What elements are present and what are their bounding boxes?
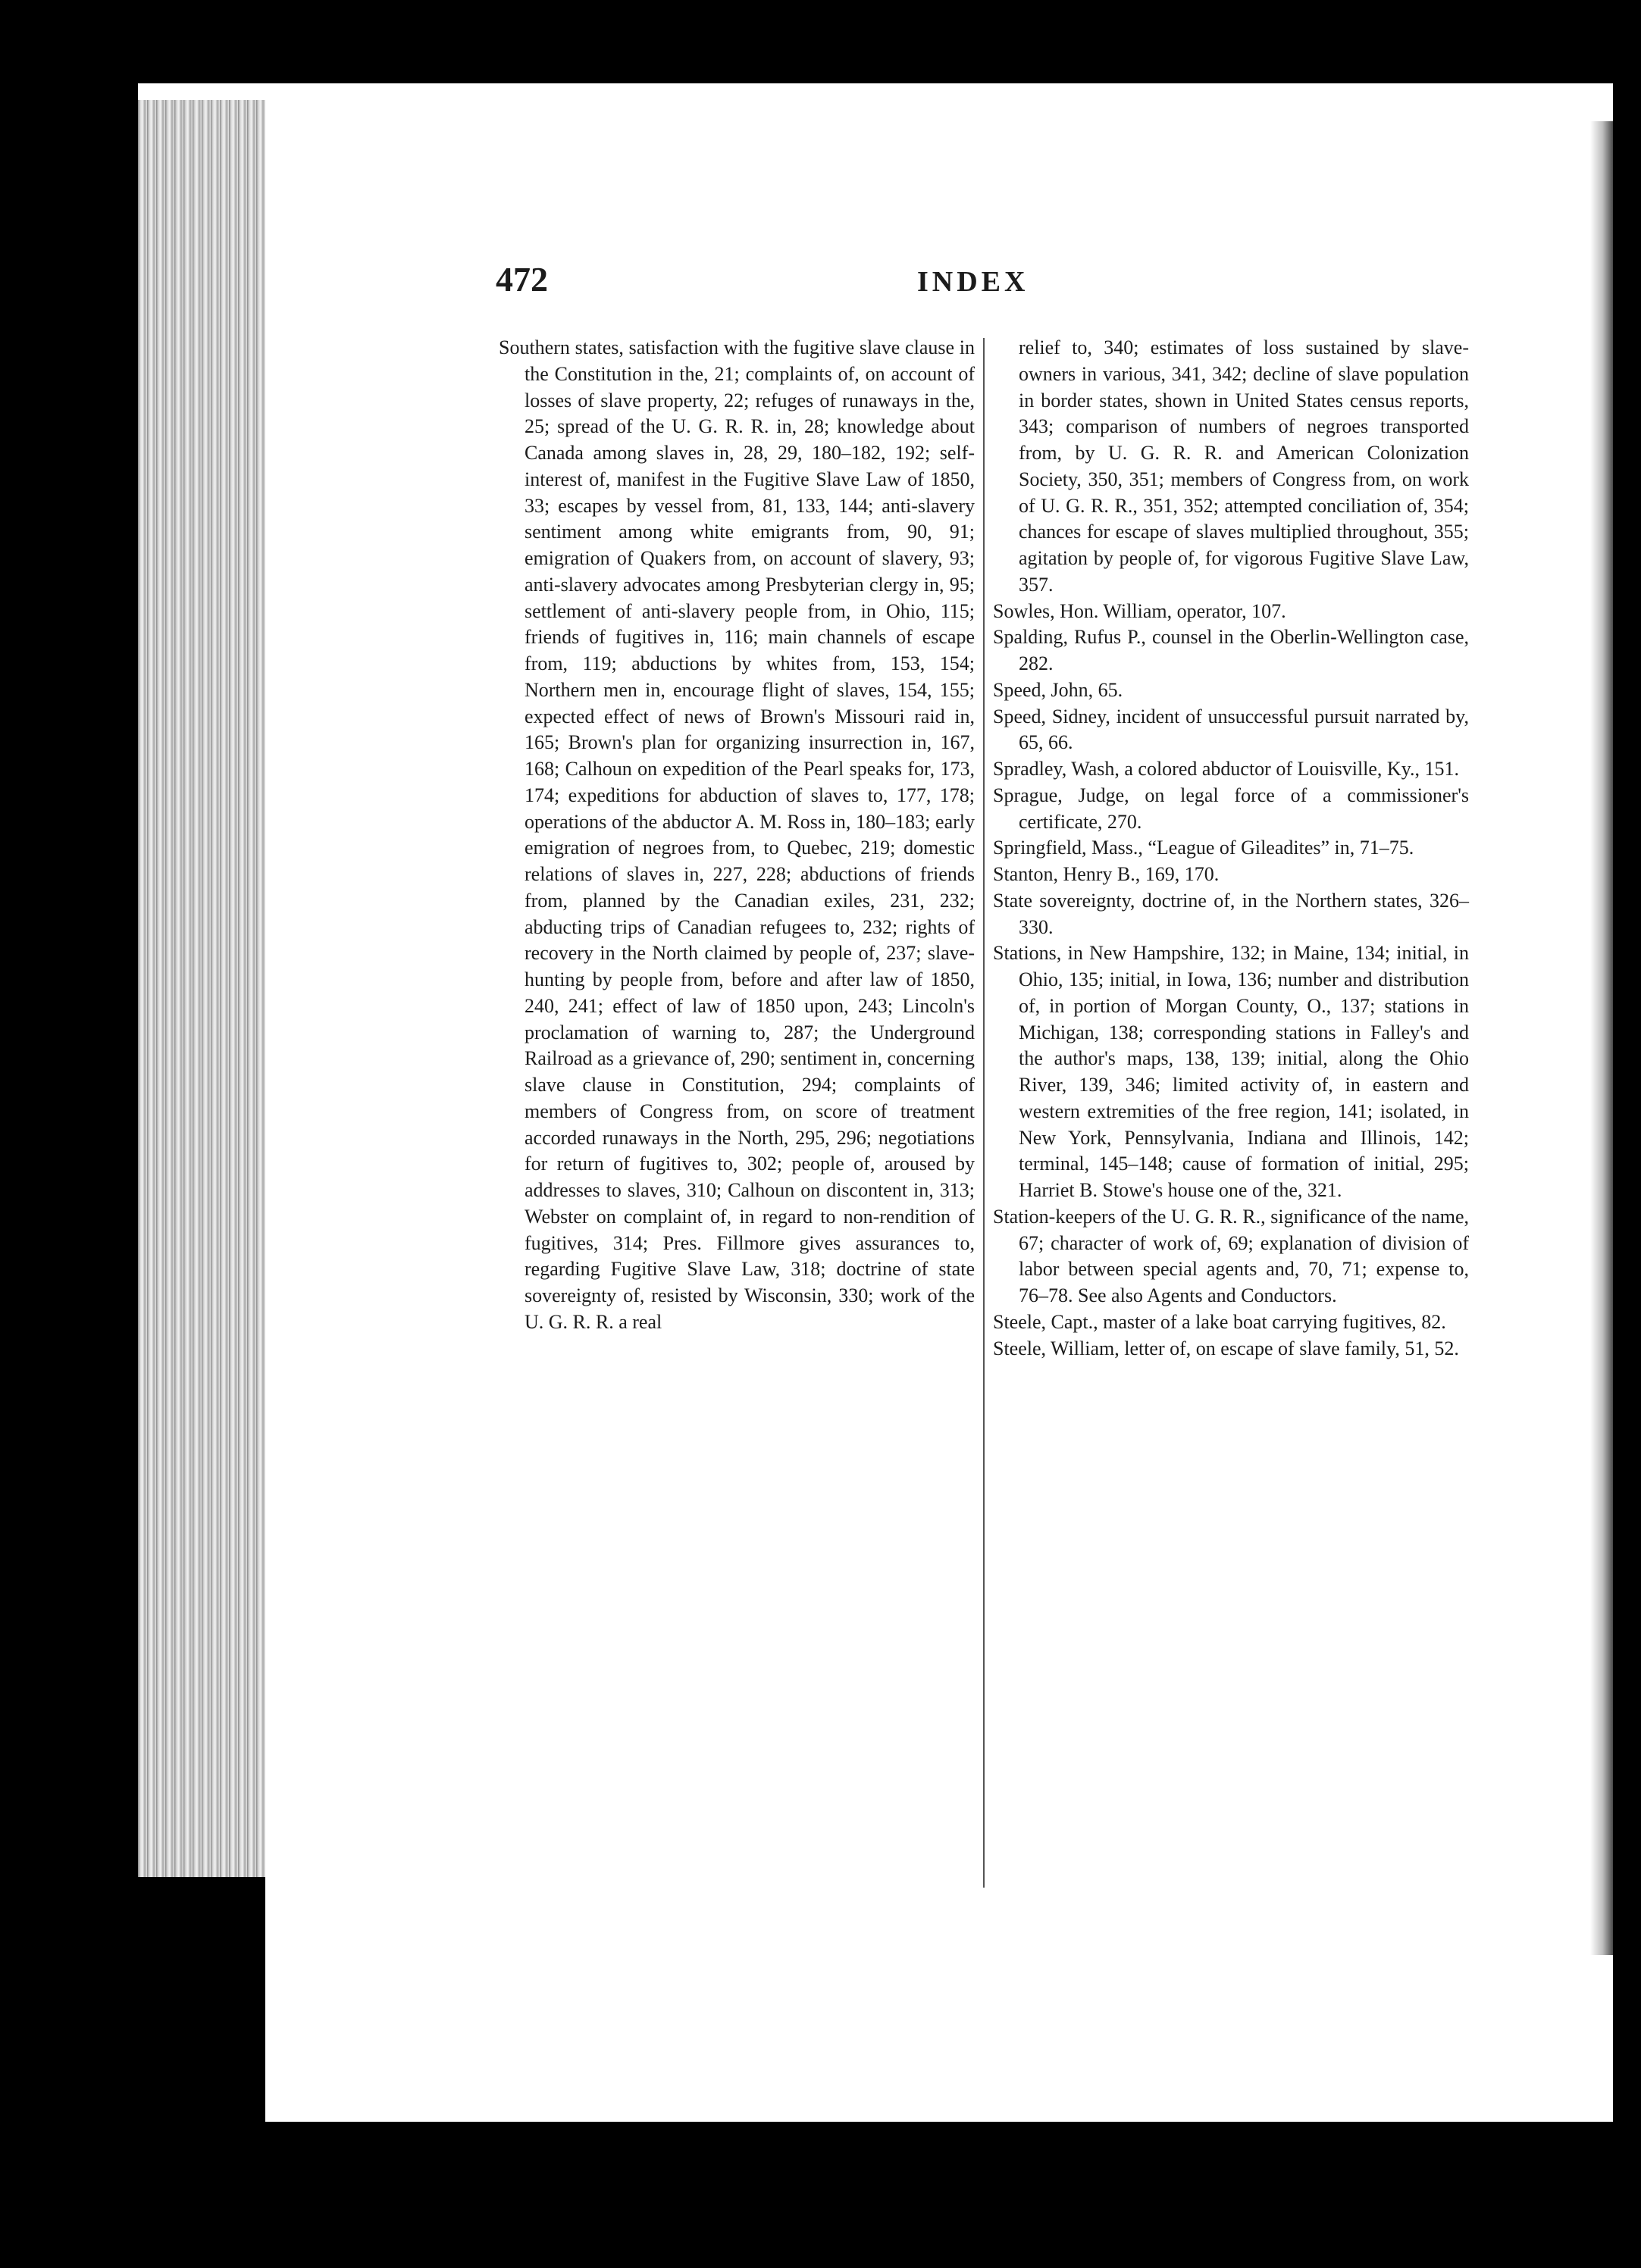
scan-border-left bbox=[0, 0, 138, 2268]
index-entry: Spradley, Wash, a colored abductor of Louisville, Ky., 151. bbox=[993, 758, 1460, 780]
page-gutter-shadow bbox=[1590, 121, 1613, 1955]
index-entry: Spalding, Rufus P., counsel in the Oberlin-Wellington case, 282. bbox=[993, 626, 1469, 674]
running-head: INDEX bbox=[917, 266, 1029, 298]
scan-border-top bbox=[0, 0, 1641, 83]
index-entry: Speed, Sidney, incident of unsuccessful pursuit narrated by, 65, 66. bbox=[993, 705, 1469, 754]
index-column-left bbox=[499, 335, 975, 1904]
index-entry: Steele, William, letter of, on escape of slave family, 51, 52. bbox=[993, 1337, 1459, 1359]
index-entry: State sovereignty, doctrine of, in the Northern states, 326–330. bbox=[993, 889, 1469, 938]
index-entry-continuation: relief to, 340; estimates of loss sustained by slave-owners in various, 341, 342; decline of slave population in border states, shown in United States census reports, 343; comparison of numbers of negroes transported from, by U. G. R. R. and American Colonization Society, 350, 351; members of Congress from, on work of U. G. R. R., 351, 352; attempted conciliation of, 354; chances for escape of slaves multiplied throughout, 355; agitation by people of, for vigorous Fugitive Slave Law, 357. bbox=[1019, 336, 1469, 596]
index-entry: Springfield, Mass., “League of Gileadites” in, 71–75. bbox=[993, 837, 1414, 859]
index-entry: Speed, John, 65. bbox=[993, 678, 1123, 701]
index-entry: Station-keepers of the U. G. R. R., significance of the name, 67; character of work of, 69; explanation of division of labor between special agents and, 70, 71; expense to, 76–78. See also Agents and Conductors. bbox=[993, 1205, 1469, 1306]
index-column-right bbox=[993, 335, 1469, 1904]
scan-border-lower-left bbox=[138, 1877, 265, 2122]
index-entry: Stanton, Henry B., 169, 170. bbox=[993, 863, 1220, 885]
scan-border-right bbox=[1613, 0, 1641, 2268]
page-number: 472 bbox=[496, 260, 548, 299]
index-entry: Sprague, Judge, on legal force of a commissioner's certificate, 270. bbox=[993, 784, 1469, 833]
index-entry: Sowles, Hon. William, operator, 107. bbox=[993, 599, 1286, 622]
index-entry: Southern states, satisfaction with the fugitive slave clause in the Constitution in the, 21; complaints of, on account of losses of slave property, 22; refuges of runaways in the, 25; spread of the U. G. R. R. in, 28; knowledge about Canada among slaves in, 28, 29, 180–182, 192; self-interest of, manifest in the Fugitive Slave Law of 1850, 33; escapes by vessel from, 81, 133, 144; anti-slavery sentiment among white emigrants from, 90, 91; emigration of Quakers from, on account of slavery, 93; anti-slavery advocates among Presbyterian clergy in, 95; settlement of anti-slavery people from, in Ohio, 115; friends of fugitives in, 116; main channels of escape from, 119; abductions by whites from, 153, 154; Northern men in, encourage flight of slaves, 154, 155; expected effect of news of Brown's Missouri raid in, 165; Brown's plan for organizing insurrection in, 167, 168; Calhoun on expedition of the Pearl speaks for, 173, 174; expeditions for abduction of slaves to, 177, 178; operations of the abductor A. M. Ross in, 180–183; early emigration of negroes from, to Quebec, 219; domestic relations of slaves in, 227, 228; abductions of friends from, planned by the Canadian exiles, 231, 232; abducting trips of Canadian refugees to, 232; rights of recovery in the North claimed by people of, 237; slave-hunting by people from, before and after law of 1850, 240, 241; effect of law of 1850 upon, 243; Lincoln's proclamation of warning to, 287; the Underground Railroad as a grievance of, 290; sentiment in, concerning slave clause in Constitution, 294; complaints of members of Congress from, on score of treatment accorded runaways in the North, 295, 296; negotiations for return of fugitives to, 302; people of, aroused by addresses to slaves, 310; Calhoun on discontent in, 313; Webster on complaint of, in regard to non-rendition of fugitives, 314; Pres. Fillmore gives assurances to, regarding Fugitive Slave Law, 318; doctrine of state sovereignty of, resisted by Wisconsin, 330; work of the U. G. R. R. a real bbox=[499, 336, 975, 1333]
scan-border-bottom bbox=[0, 2122, 1641, 2268]
column-divider bbox=[983, 338, 985, 1888]
index-entry: Stations, in New Hampshire, 132; in Maine, 134; initial, in Ohio, 135; initial, in Iowa, 136; number and distribution of, in portion of Morgan County, O., 137; stations in Michigan, 138; corresponding stations in Falley's and the author's maps, 138, 139; initial, along the Ohio River, 139, 346; limited activity of, in eastern and western extremities of the free region, 141; isolated, in New York, Pennsylvania, Indiana and Illinois, 142; terminal, 145–148; cause of formation of initial, 295; Harriet B. Stowe's house one of the, 321. bbox=[993, 942, 1469, 1201]
index-entry: Steele, Capt., master of a lake boat carrying fugitives, 82. bbox=[993, 1310, 1446, 1333]
book-page-edges bbox=[138, 100, 265, 1877]
